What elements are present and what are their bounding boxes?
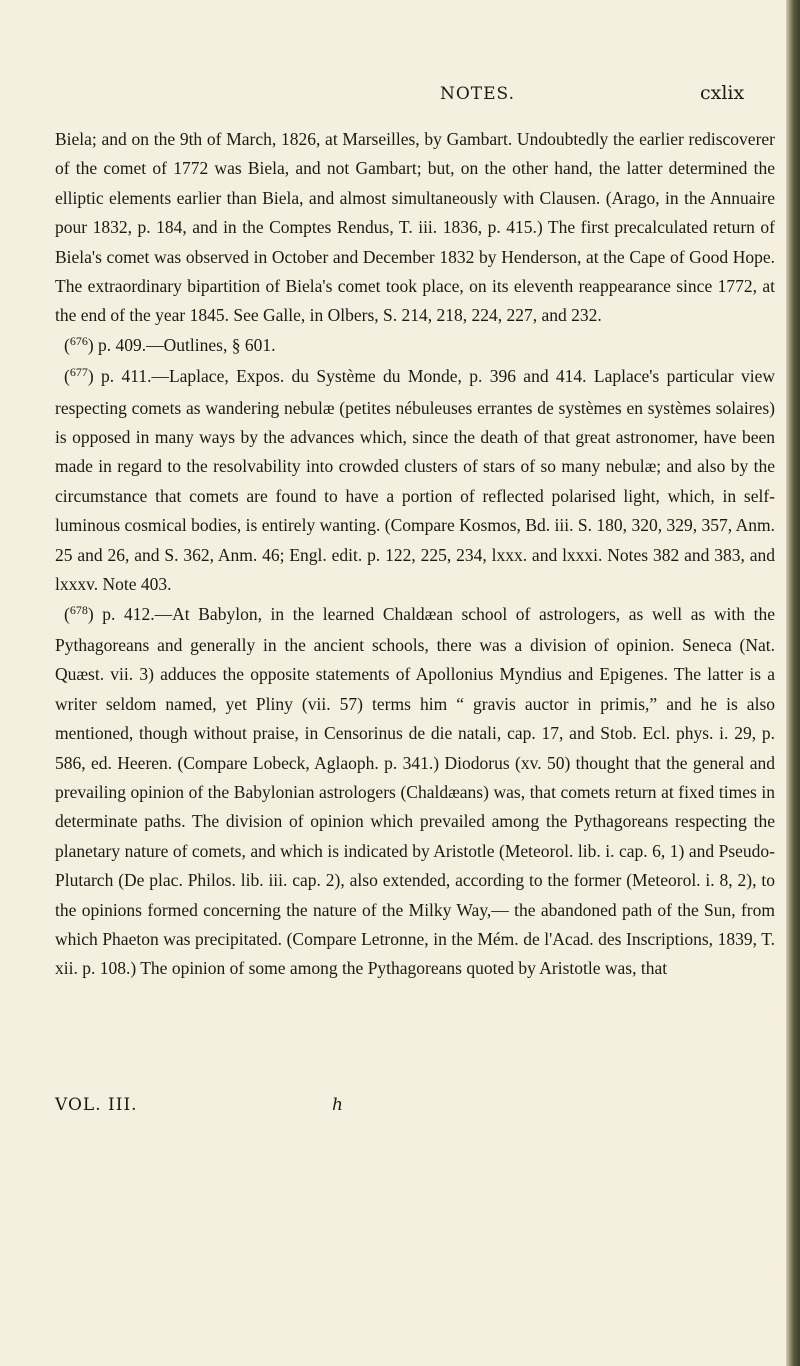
note-paragraph: ($^{678}$) p. 412.—At Babylon, in the learned Chaldæan school of astrologers, as well as with the Pythagoreans and generally in the ancient schools, there was a division of opinion. Seneca (Nat. Quæst. vii. 3) adduces the opposite statements of Apollonius Myndius and Epigenes. The latter is a writer seldom named, yet Pliny (vii. 57) terms him “ gravis auctor in primis,” and he is also mentioned, though without praise, in Censorinus de die natali, cap. 17, and Stob. Ecl. phys. i. 29, p. 586, ed. Heeren. (Compare Lobeck, Aglaoph. p. 341.) Diodorus (xv. 50) thought that the general and prevailing opinion of the Babylonian astrologers (Chaldæans) was, that comets return at fixed times in determinate paths. The division of opinion which prevailed among the Pythagoreans respecting the planetary nature of comets, and which is indicated by Aristotle (Meteorol. lib. i. cap. 6, 1) and Pseudo-Plutarch (De plac. Philos. lib. iii. cap. 2), also extended, according to the former (Meteorol. i. 8, 2), to the opinions formed concerning the nature of the Milky Way,— the abandoned path of the Sun, from which Phaeton was precipitated. (Compare Letronne, in the Mém. de l'Acad. des Inscriptions, 1839, T. xii. p. 108.) The opinion of some among the Pythagoreans quoted by Aristotle was, that [55,602,776,979]
note-paragraph: ($^{676}$) p. 409.—Outlines, § 601. [64,333,276,355]
signature-mark: h [332,1095,343,1115]
running-head: NOTES. [440,84,516,104]
paragraph-text: p. 412.—At Babylon, in the learned Chaldæan school of astrologers, as well as with the Pythagoreans and generally in the ancient schools, there was a division of opinion. Seneca (Nat. Quæst. vii. 3) adduces the opposite statements of Apollonius Myndius and Epigenes. The latter is a writer seldom named, yet Pliny (vii. 57) terms him “ gravis auctor in primis,” and he is also mentioned, though without praise, in Censorinus de die natali, cap. 17, and Stob. Ecl. phys. i. 29, p. 586, ed. Heeren. (Compare Lobeck, Aglaoph. p. 341.) Diodorus (xv. 50) thought that the general and prevailing opinion of the Babylonian astrologers (Chaldæans) was, that comets return at fixed times in determinate paths. The division of opinion which prevailed among the Pythagoreans respecting the planetary nature of comets, and which is indicated by Aristotle (Meteorol. lib. i. cap. 6, 1) and Pseudo-Plutarch (De plac. Philos. lib. iii. cap. 2), also extended, according to the former (Meteorol. i. 8, 2), to the opinions formed concerning the nature of the Milky Way,— the abandoned path of the Sun, from which Phaeton was precipitated. (Compare Letronne, in the Mém. de l'Acad. des Inscriptions, 1839, T. xii. p. 108.) The opinion of some among the Pythagoreans quoted by Aristotle was, that [55,603,776,979]
note-number: 676 [69,333,88,348]
page-footer [55,1095,755,1115]
volume-label: VOL. III. [55,1095,138,1115]
note-paragraph: ($^{677}$) p. 411.—Laplace, Expos. du Système du Monde, p. 396 and 414. Laplace's particular view respecting comets as wandering nebulæ (petites nébuleuses errantes de systèmes en systèmes solaires) is opposed in many ways by the advances which, since the death of that great astronomer, have been made in regard to the resolvability into crowded clusters of stars of so many nebulæ; and also by the circumstance that comets are found to have a portion of reflected polarised light, which, in self-luminous cosmical bodies, is entirely wanting. (Compare Kosmos, Bd. iii. S. 180, 320, 329, 357, Anm. 25 and 26, and S. 362, Anm. 46; Engl. edit. p. 122, 225, 234, lxxx. and lxxxi. Notes 382 and 383, and lxxxv. Note 403. [55,365,776,595]
paragraph-text: p. 411.—Laplace, Expos. du Système du Monde, p. 396 and 414. Laplace's particular view respecting comets as wandering nebulæ (petites nébuleuses errantes de systèmes en systèmes solaires) is opposed in many ways by the advances which, since the death of that great astronomer, have been made in regard to the resolvability into crowded clusters of stars of so many nebulæ; and also by the circumstance that comets are found to have a portion of reflected polarised light, which, in self-luminous cosmical bodies, is entirely wanting. (Compare Kosmos, Bd. iii. S. 180, 320, 329, 357, Anm. 25 and 26, and S. 362, Anm. 46; Engl. edit. p. 122, 225, 234, lxxx. and lxxxi. Notes 382 and 383, and lxxxv. Note 403. [55,366,776,595]
note-number: 677 [69,365,88,380]
paragraph-text: Biela; and on the 9th of March, 1826, at Marseilles, by Gambart. Undoubtedly the earlier rediscoverer of the comet of 1772 was Biela, and not Gambart; but, on the other hand, the latter determined the elliptic elements earlier than Biela, and almost simultaneously with Clausen. (Arago, in the Annuaire pour 1832, p. 184, and in the Comptes Rendus, T. iii. 1836, p. 415.) The first precalculated return of Biela's comet was observed in October and December 1832 by Henderson, at the Cape of Good Hope. The extraordinary bipartition of Biela's comet took place, on its eleventh reappearance since 1772, at the end of the year 1845. See Galle, in Olbers, S. 214, 218, 224, 227, and 232. [55,129,775,326]
page-number: cxlix [700,82,745,104]
note-number: 678 [69,602,88,617]
notes-body [55,125,775,984]
paragraph-text: p. 409.—Outlines, § 601. [98,334,276,355]
page-edge-shadow [786,0,800,1366]
note-paragraph [55,125,775,331]
